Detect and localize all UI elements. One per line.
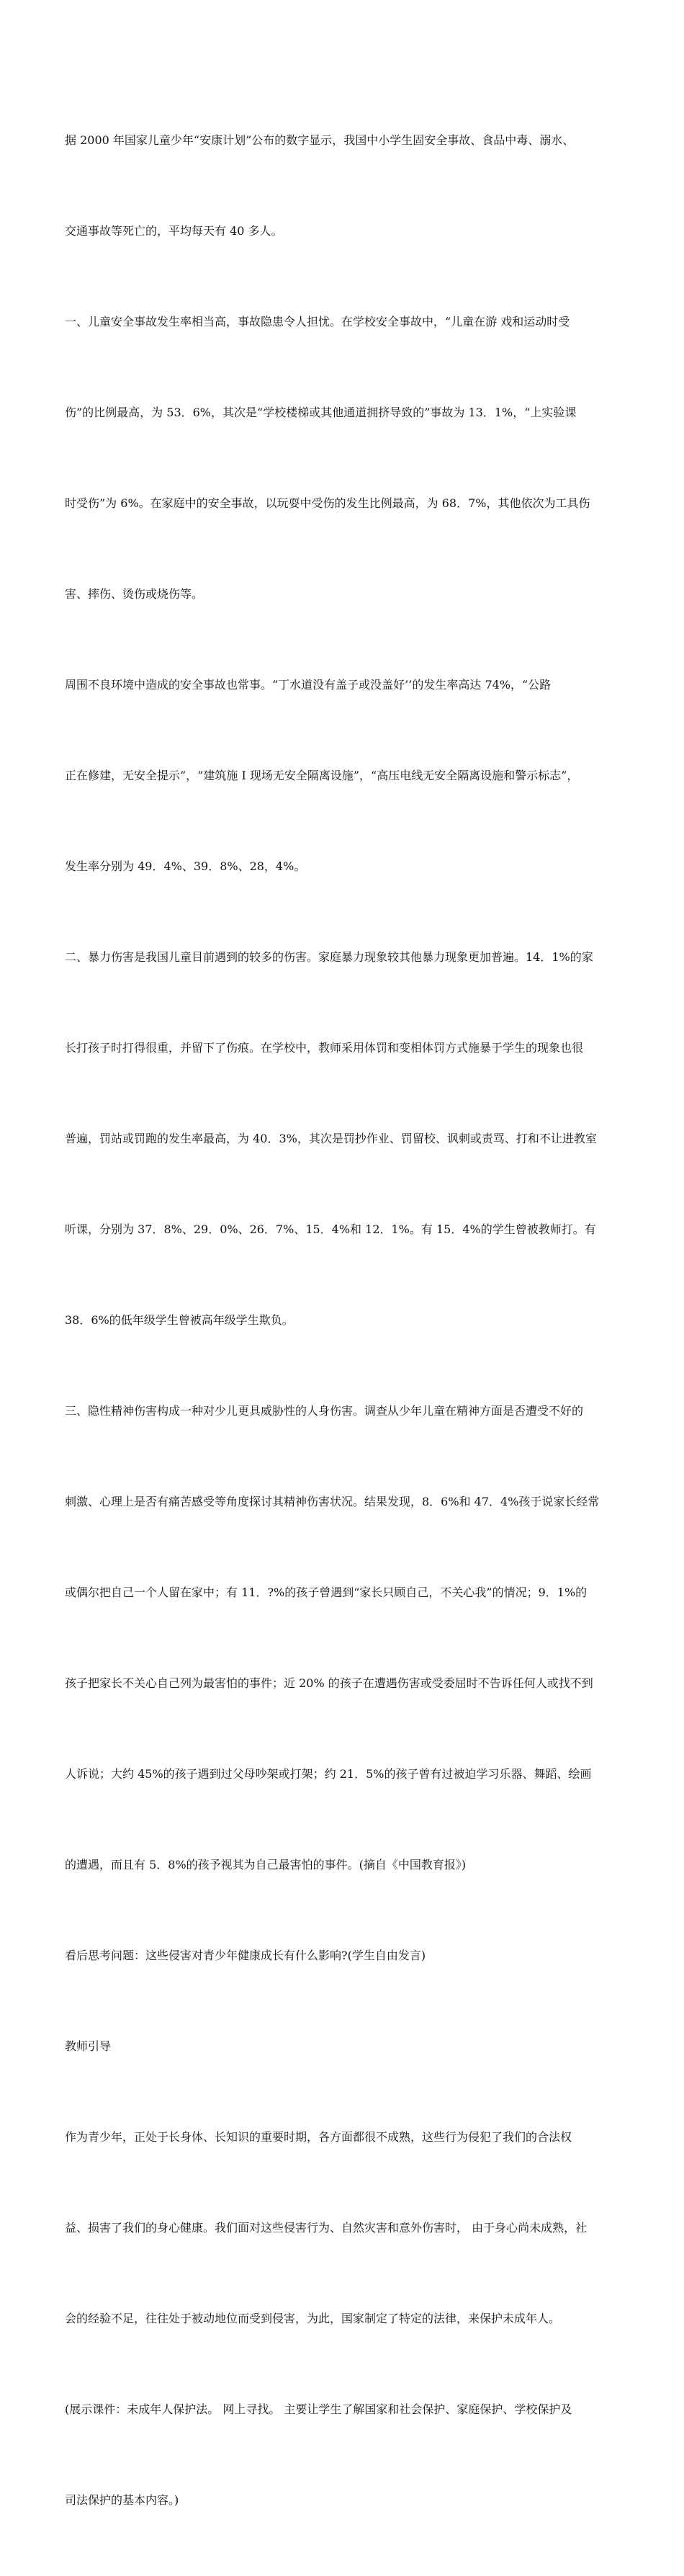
text-line: 会的经验不足，往往处于被动地位而受到侵害，为此，国家制定了特定的法律，来保护未成年人。 (65, 2312, 561, 2325)
document-body (65, 65, 623, 2576)
text-line: 发生率分别为 49．4%、39．8%、28，4%。 (65, 859, 306, 873)
text-line: 教师引导 (65, 2039, 112, 2053)
text-line: 听课，分别为 37．8%、29．0%、26．7%、15．4%和 12．1%。有 15．4%的学生曾被教师打。有 (65, 1222, 596, 1236)
text-line: 刺激、心理上是否有痛苦感受等角度探讨其精神伤害状况。结果发现，8．6%和 47．4%孩于说家长经常 (65, 1495, 600, 1508)
text-line: 人诉说；大约 45%的孩子遇到过父母吵架或打架；约 21．5%的孩子曾有过被迫学习乐器、舞蹈、绘画 (65, 1767, 592, 1781)
text-line: 时受伤”为 6%。在家庭中的安全事故，以玩耍中受伤的发生比例最高，为 68．7%，其他依次为工具伤 (65, 496, 590, 510)
text-line: 二、暴力伤害是我国儿童目前遇到的较多的伤害。家庭暴力现象较其他暴力现象更加普遍。14．1%的家 (65, 950, 593, 964)
text-line: 正在修建，无安全提示”，“建筑施 I 现场无安全隔离设施”，“高压电线无安全隔离设施和警示标志”， (65, 769, 579, 782)
text-line: (展示课件：未成年人保护法。 网上寻找。 主要让学生了解国家和社会保护、家庭保护、学校保护及 (65, 2402, 572, 2416)
text-line: 的遭遇，而且有 5．8%的孩予视其为自己最害怕的事件。(摘自《中国教育报》) (65, 1858, 467, 1871)
text-line: 交通事故等死亡的，平均每天有 40 多人。 (65, 224, 283, 238)
text-line: 伤”的比例最高，为 53．6%，其次是“学校楼梯或其他通道拥挤导致的”事故为 13．1%，“上实验课 (65, 406, 577, 419)
text-line: 据 2000 年国家儿童少年“安康计划”公布的数字显示，我国中小学生固安全事故、食品中毒、溺水、 (65, 133, 575, 147)
text-line: 38．6%的低年级学生曾被高年级学生欺负。 (65, 1313, 294, 1327)
text-line: 长打孩子时打得很重，并留下了伤痕。在学校中，教师采用体罚和变相体罚方式施暴于学生的现象也很 (65, 1041, 584, 1055)
text-line: 或偶尔把自己一个人留在家中；有 11．?%的孩子曾遇到“家长只顾自己，不关心我”的情况；9．1%的 (65, 1586, 588, 1599)
text-line: 益、损害了我们的身心健康。我们面对这些侵害行为、自然灾害和意外伤害时， 由于身心尚未成熟，社 (65, 2221, 588, 2235)
text-line: 作为青少年，正处于长身体、长知识的重要时期，各方面都很不成熟，这些行为侵犯了我们的合法权 (65, 2130, 572, 2144)
text-line: 周围不良环境中造成的安全事故也常事。“丁水道没有盖子或没盖好’’的发生率高达 74%，“公路 (65, 678, 552, 692)
text-line: 看后思考问题：这些侵害对青少年健康成长有什么影响?(学生自由发言) (65, 1949, 426, 1962)
text-line: 三、隐性精神伤害构成一种对少儿更具威胁性的人身伤害。调查从少年儿童在精神方面是否遭受不好的 (65, 1404, 584, 1418)
text-line: 害、摔伤、烫伤或烧伤等。 (65, 587, 204, 601)
text-line: 司法保护的基本内容。) (65, 2493, 179, 2507)
text-line: 普遍，罚站或罚跑的发生率最高，为 40．3%，其次是罚抄作业、罚留校、讽刺或责骂、打和不让进教室 (65, 1132, 597, 1145)
text-line: 一、儿童安全事故发生率相当高，事故隐患令人担忧。在学校安全事故中，“儿童在游 戏和运动时受 (65, 315, 570, 328)
text-line: 孩子把家长不关心自己列为最害怕的事件；近 20% 的孩子在遭遇伤害或受委屈时不告诉任何人或找不到 (65, 1676, 593, 1690)
